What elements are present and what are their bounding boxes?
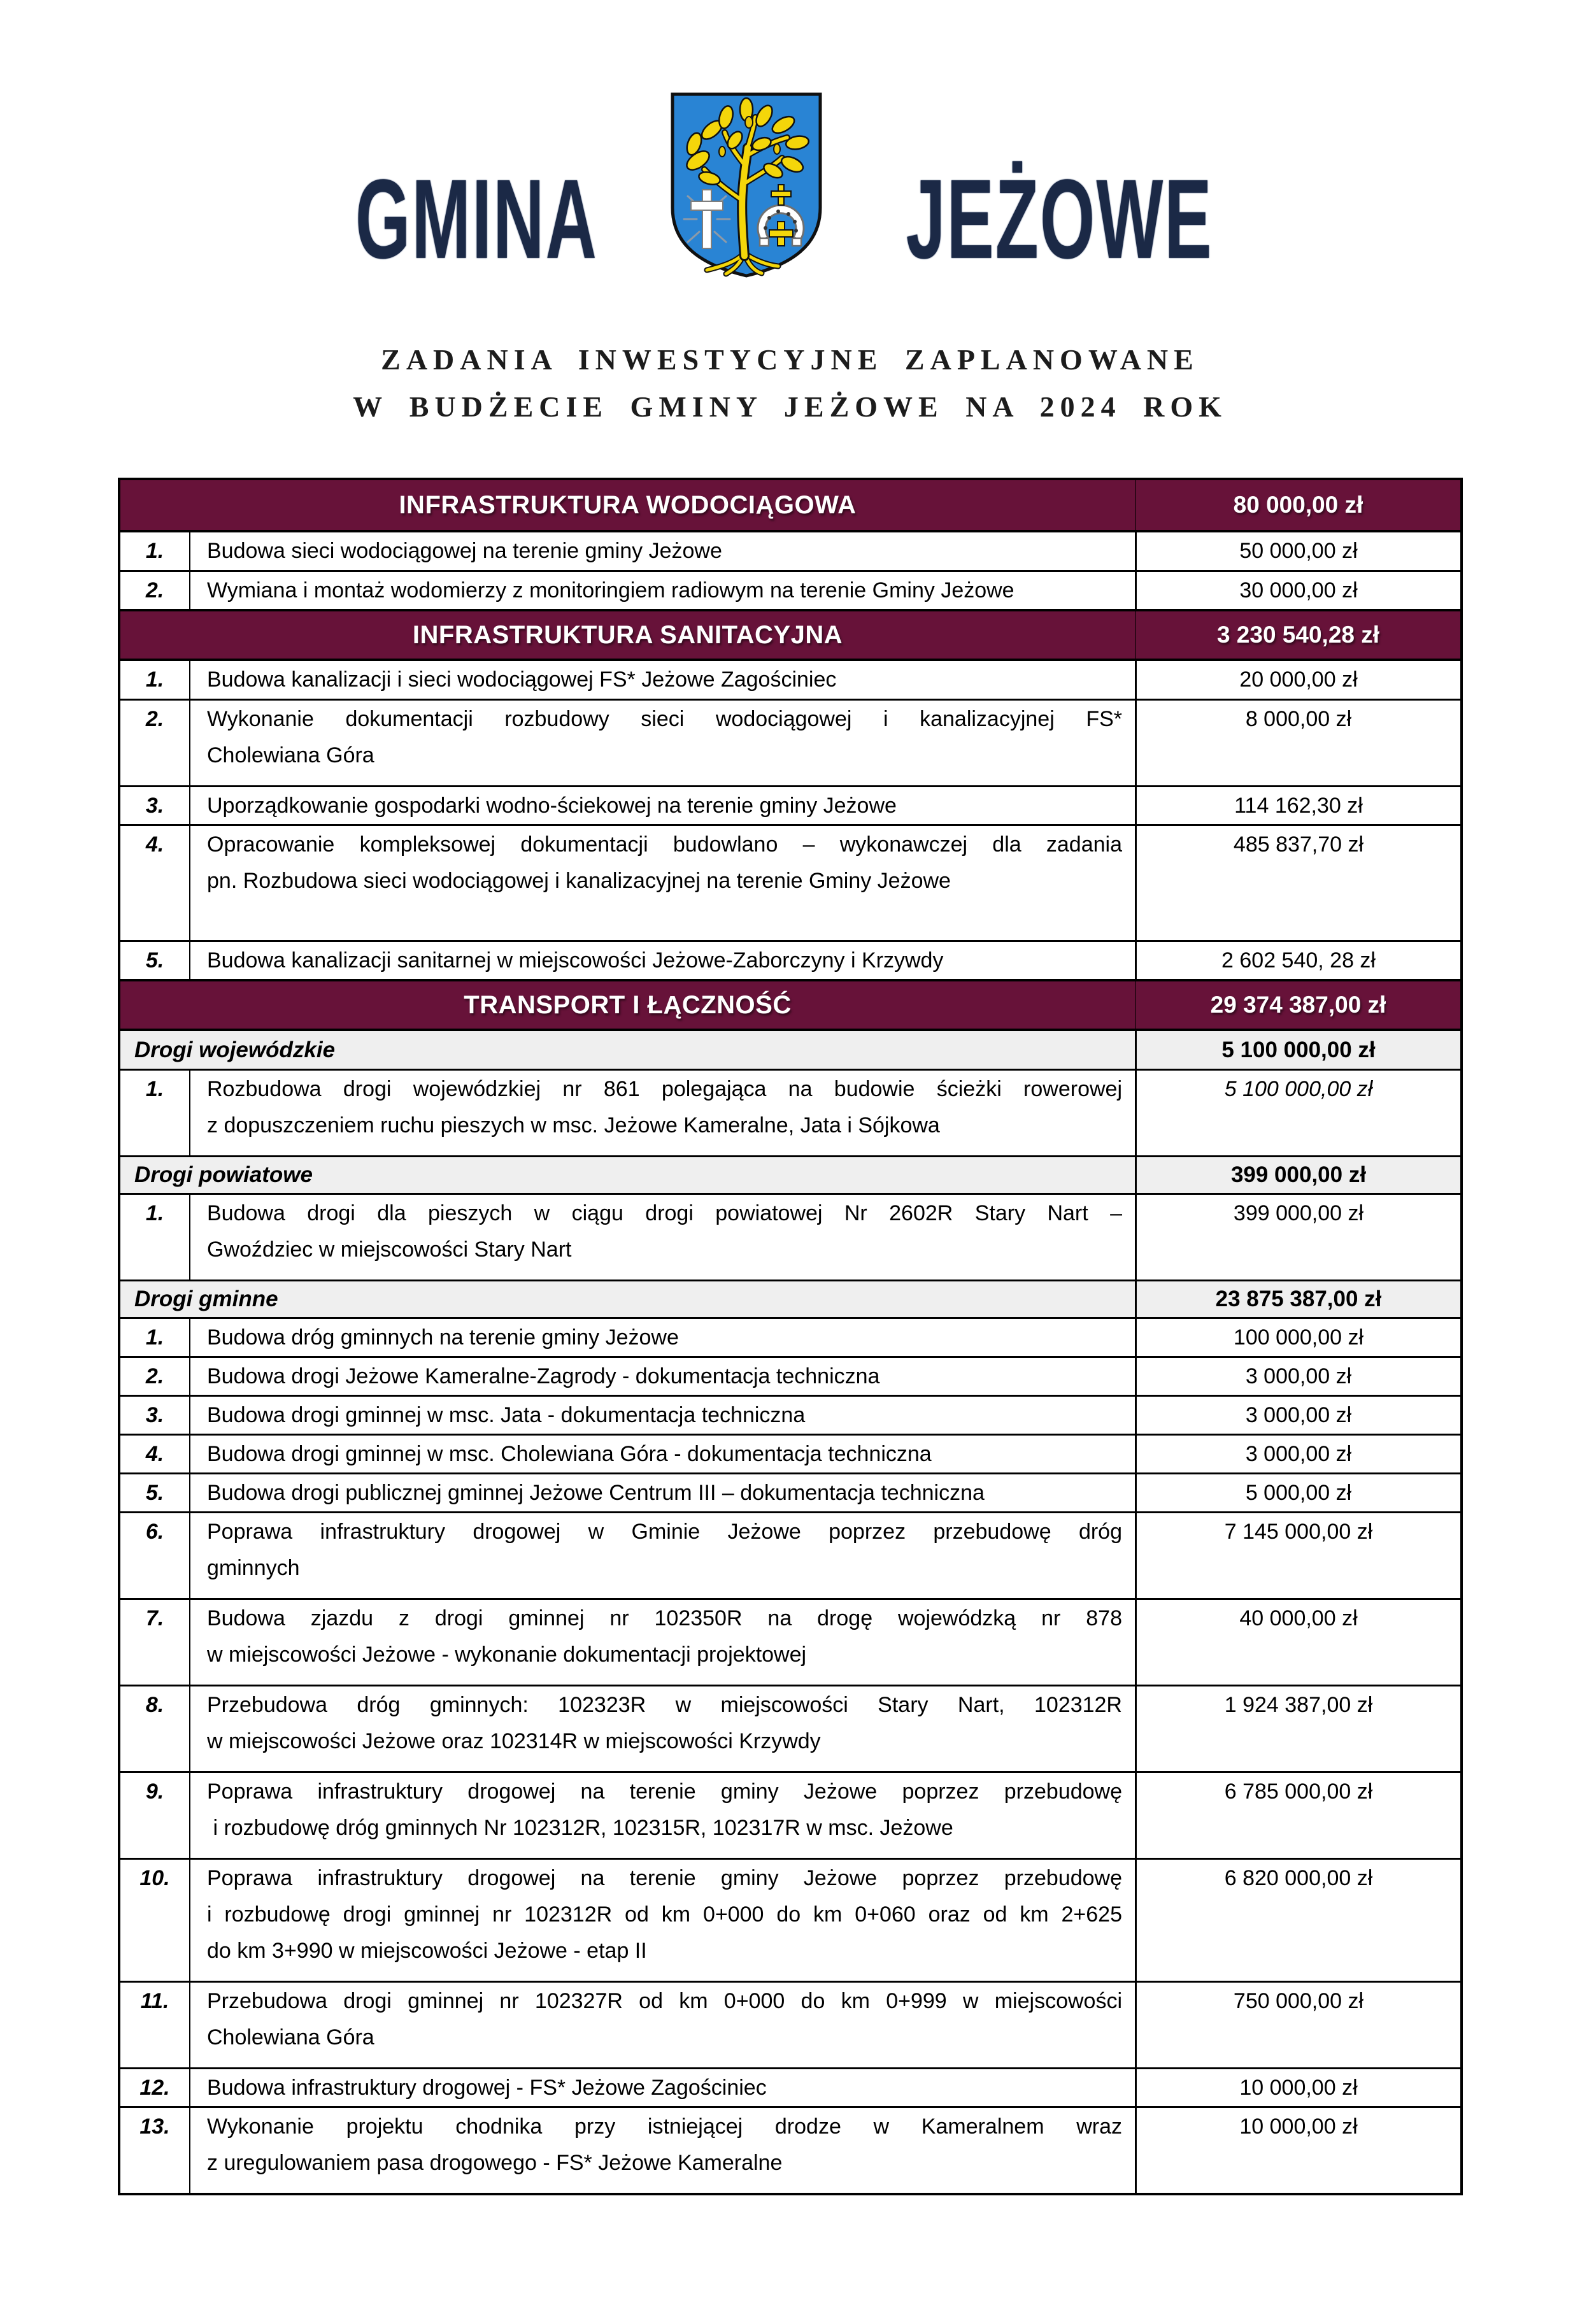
logo-text-jezowe: JEŻOWE: [906, 155, 1213, 282]
coat-of-arms-icon: [665, 89, 828, 280]
description-line: Budowa drogi dla pieszych w ciągu drogi powiatowej Nr 2602R Stary Nart –: [207, 1201, 1122, 1225]
item-description: [189, 661, 1135, 699]
description-line: i rozbudowę dróg gminnych Nr 102312R, 102315R, 102317R w msc. Jeżowe: [207, 1816, 953, 1840]
section-header-row: [120, 609, 1460, 661]
item-amount: 3 000,00 zł: [1135, 1436, 1460, 1472]
item-description: [189, 1071, 1135, 1155]
section-title: INFRASTRUKTURA WODOCIĄGOWA: [399, 490, 857, 519]
title-line-2: W BUDŻECIE GMINY JEŻOWE NA 2024 ROK: [353, 390, 1227, 423]
item-row: [120, 824, 1460, 940]
item-row: [120, 1771, 1460, 1858]
item-number: 2.: [145, 578, 164, 602]
item-amount: 30 000,00 zł: [1135, 572, 1460, 609]
item-row: [120, 1598, 1460, 1685]
item-number: 11.: [140, 1989, 169, 2013]
item-number: 3.: [145, 1403, 164, 1427]
description-line: Przebudowa dróg gminnych: 102323R w miejscowości Stary Nart, 102312R: [207, 1693, 1122, 1717]
item-amount: 399 000,00 zł: [1135, 1195, 1460, 1280]
item-number: 2.: [145, 1364, 164, 1388]
description-line: Budowa dróg gminnych na terenie gminy Jeżowe: [207, 1325, 679, 1350]
description-line: Budowa infrastruktury drogowej - FS* Jeżowe Zagościniec: [207, 2076, 767, 2100]
description-line: Budowa drogi publicznej gminnej Jeżowe Centrum III – dokumentacja techniczna: [207, 1481, 985, 1505]
subsection-row: [120, 1155, 1460, 1193]
item-description: [189, 1358, 1135, 1395]
item-description: [189, 1600, 1135, 1685]
description-line: Gwoździec w miejscowości Stary Nart: [207, 1237, 572, 1262]
description-line: w miejscowości Jeżowe oraz 102314R w miejscowości Krzywdy: [207, 1729, 821, 1753]
item-number: 5.: [145, 1481, 164, 1505]
item-amount: 8 000,00 zł: [1135, 701, 1460, 785]
item-row: [120, 699, 1460, 785]
item-description: [189, 826, 1135, 940]
item-description: [189, 532, 1135, 570]
item-number: 1.: [145, 667, 164, 692]
description-line: z dopuszczeniem ruchu pieszych w msc. Jeżowe Kameralne, Jata i Sójkowa: [207, 1113, 940, 1137]
description-line: Wykonanie projektu chodnika przy istniejącej drodze w Kameralnem wraz: [207, 2114, 1122, 2139]
item-number: 13.: [139, 2114, 170, 2139]
item-row: [120, 1356, 1460, 1395]
item-row: [120, 1858, 1460, 1981]
description-line: gminnych: [207, 1556, 300, 1580]
item-description: [189, 1319, 1135, 1356]
item-row: [120, 1069, 1460, 1155]
description-line: Uporządkowanie gospodarki wodno-ściekowej na terenie gminy Jeżowe: [207, 794, 897, 818]
subsection-title: Drogi gminne: [134, 1287, 278, 1311]
item-description: [189, 2108, 1135, 2193]
item-description: [189, 1397, 1135, 1434]
item-amount: 20 000,00 zł: [1135, 661, 1460, 699]
description-line: Poprawa infrastruktury drogowej w Gminie Jeżowe poprzez przebudowę dróg: [207, 1520, 1122, 1544]
logo-text-gmina: GMINA: [355, 155, 599, 282]
item-description: [189, 701, 1135, 785]
document-page: [0, 89, 1580, 2324]
item-description: [189, 572, 1135, 609]
item-number: 1.: [145, 1077, 164, 1101]
item-amount: 3 000,00 zł: [1135, 1358, 1460, 1395]
description-line: Cholewiana Góra: [207, 743, 374, 767]
document-title: [0, 336, 1580, 431]
description-line: Poprawa infrastruktury drogowej na terenie gminy Jeżowe poprzez przebudowę: [207, 1866, 1122, 1890]
description-line: Wymiana i montaż wodomierzy z monitoringiem radiowym na terenie Gminy Jeżowe: [207, 578, 1014, 602]
description-line: Wykonanie dokumentacji rozbudowy sieci wodociągowej i kanalizacyjnej FS*: [207, 707, 1122, 731]
item-description: [189, 2069, 1135, 2106]
section-header-row: [120, 480, 1460, 532]
item-description: [189, 1686, 1135, 1771]
section-header-row: [120, 979, 1460, 1031]
item-row: [120, 1434, 1460, 1472]
section-title: TRANSPORT I ŁĄCZNOŚĆ: [464, 990, 792, 1019]
item-number: 1.: [145, 1201, 164, 1225]
item-amount: 3 000,00 zł: [1135, 1397, 1460, 1434]
subsection-title: Drogi wojewódzkie: [134, 1037, 336, 1062]
item-description: [189, 1195, 1135, 1280]
description-line: Opracowanie kompleksowej dokumentacji budowlano – wykonawczej dla zadania: [207, 832, 1122, 857]
description-line: Budowa sieci wodociągowej na terenie gminy Jeżowe: [207, 539, 722, 563]
description-line: Przebudowa drogi gminnej nr 102327R od km 0+000 do km 0+999 w miejscowości: [207, 1989, 1122, 2013]
section-amount: 3 230 540,28 zł: [1135, 611, 1460, 659]
description-line: i rozbudowę drogi gminnej nr 102312R od km 0+000 do km 0+060 oraz od km 2+625: [207, 1902, 1122, 1927]
section-amount: 80 000,00 zł: [1135, 480, 1460, 530]
description-line: Budowa drogi Jeżowe Kameralne-Zagrody - dokumentacja techniczna: [207, 1364, 880, 1388]
item-number: 5.: [145, 948, 164, 973]
subsection-amount: 23 875 387,00 zł: [1135, 1281, 1460, 1317]
item-number: 1.: [145, 1325, 164, 1350]
item-row: [120, 1395, 1460, 1434]
item-amount: 50 000,00 zł: [1135, 532, 1460, 570]
item-row: [120, 661, 1460, 699]
subsection-row: [120, 1031, 1460, 1069]
item-amount: 1 924 387,00 zł: [1135, 1686, 1460, 1771]
item-amount: 5 000,00 zł: [1135, 1474, 1460, 1511]
item-row: [120, 2067, 1460, 2106]
item-number: 2.: [145, 707, 164, 731]
item-number: 9.: [145, 1779, 164, 1804]
description-line: w miejscowości Jeżowe - wykonanie dokumentacji projektowej: [207, 1643, 807, 1667]
item-row: [120, 940, 1460, 979]
description-line: Budowa kanalizacji i sieci wodociągowej FS* Jeżowe Zagościniec: [207, 667, 837, 692]
item-number: 1.: [145, 539, 164, 563]
description-line: pn. Rozbudowa sieci wodociągowej i kanalizacyjnej na terenie Gminy Jeżowe: [207, 869, 951, 893]
item-row: [120, 570, 1460, 609]
item-amount: 5 100 000,00 zł: [1135, 1071, 1460, 1155]
item-description: [189, 787, 1135, 824]
item-row: [120, 1472, 1460, 1511]
item-description: [189, 1983, 1135, 2067]
item-row: [120, 1193, 1460, 1280]
item-row: [120, 2106, 1460, 2193]
item-description: [189, 1436, 1135, 1472]
section-title: INFRASTRUKTURA SANITACYJNA: [412, 620, 843, 649]
subsection-row: [120, 1280, 1460, 1317]
title-line-1: ZADANIA INWESTYCYJNE ZAPLANOWANE: [381, 343, 1199, 376]
item-number: 6.: [145, 1520, 164, 1544]
item-number: 8.: [145, 1693, 164, 1717]
description-line: Budowa drogi gminnej w msc. Jata - dokumentacja techniczna: [207, 1403, 806, 1427]
item-row: [120, 1981, 1460, 2067]
item-number: 12.: [139, 2076, 170, 2100]
item-amount: 2 602 540, 28 zł: [1135, 942, 1460, 979]
item-number: 4.: [145, 1442, 164, 1466]
item-amount: 10 000,00 zł: [1135, 2108, 1460, 2193]
item-description: [189, 942, 1135, 979]
description-line: do km 3+990 w miejscowości Jeżowe - etap II: [207, 1939, 647, 1963]
item-amount: 40 000,00 zł: [1135, 1600, 1460, 1685]
item-amount: 6 785 000,00 zł: [1135, 1773, 1460, 1858]
subsection-title: Drogi powiatowe: [134, 1162, 313, 1187]
item-number: 3.: [145, 794, 164, 818]
description-line: Budowa drogi gminnej w msc. Cholewiana Góra - dokumentacja techniczna: [207, 1442, 932, 1466]
item-row: [120, 532, 1460, 570]
item-amount: 750 000,00 zł: [1135, 1983, 1460, 2067]
subsection-amount: 5 100 000,00 zł: [1135, 1031, 1460, 1069]
item-amount: 114 162,30 zł: [1135, 787, 1460, 824]
description-line: Budowa kanalizacji sanitarnej w miejscowości Jeżowe-Zaborczyny i Krzywdy: [207, 948, 944, 973]
logo: [0, 89, 1580, 280]
item-amount: 485 837,70 zł: [1135, 826, 1460, 940]
budget-table: [118, 478, 1463, 2195]
item-number: 4.: [145, 832, 164, 857]
item-row: [120, 1511, 1460, 1598]
item-amount: 6 820 000,00 zł: [1135, 1860, 1460, 1981]
subsection-amount: 399 000,00 zł: [1135, 1157, 1460, 1193]
description-line: Poprawa infrastruktury drogowej na terenie gminy Jeżowe poprzez przebudowę: [207, 1779, 1122, 1804]
item-row: [120, 785, 1460, 824]
item-row: [120, 1317, 1460, 1356]
item-description: [189, 1513, 1135, 1598]
item-amount: 100 000,00 zł: [1135, 1319, 1460, 1356]
section-amount: 29 374 387,00 zł: [1135, 981, 1460, 1029]
description-line: Rozbudowa drogi wojewódzkiej nr 861 polegająca na budowie ścieżki rowerowej: [207, 1077, 1122, 1101]
description-line: Budowa zjazdu z drogi gminnej nr 102350R na drogę wojewódzką nr 878: [207, 1606, 1122, 1630]
item-amount: 10 000,00 zł: [1135, 2069, 1460, 2106]
description-line: z uregulowaniem pasa drogowego - FS* Jeżowe Kameralne: [207, 2151, 783, 2175]
item-description: [189, 1773, 1135, 1858]
item-description: [189, 1860, 1135, 1981]
item-number: 7.: [145, 1606, 164, 1630]
item-number: 10.: [139, 1866, 170, 1890]
item-row: [120, 1685, 1460, 1771]
item-description: [189, 1474, 1135, 1511]
item-amount: 7 145 000,00 zł: [1135, 1513, 1460, 1598]
description-line: Cholewiana Góra: [207, 2025, 374, 2050]
